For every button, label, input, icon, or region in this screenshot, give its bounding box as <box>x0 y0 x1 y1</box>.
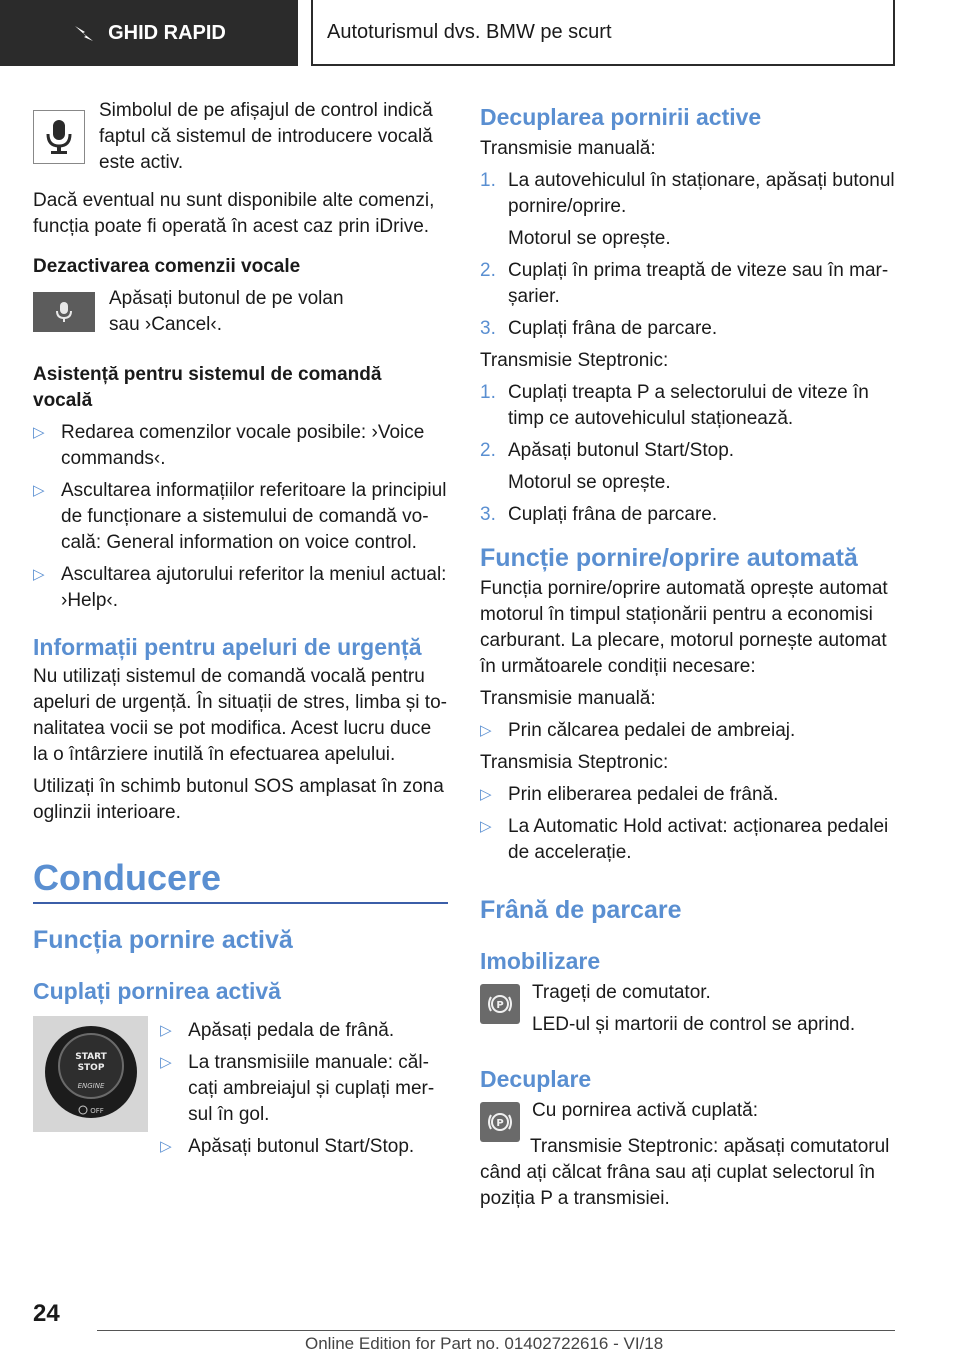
engage-heading: Cuplați pornirea activă <box>33 978 281 1004</box>
voice-symbol-text: Simbolul de pe afișajul de control indică faptul că sistemul de introducere vocală este activ. <box>99 100 433 173</box>
footer-rule <box>97 1330 895 1331</box>
triangle-bullet-icon: ▷ <box>160 1054 172 1071</box>
manual-label: Transmisie manuală: <box>480 138 656 159</box>
triangle-bullet-icon: ▷ <box>160 1138 172 1155</box>
list-item: 3. Cuplați frâna de parcare. <box>480 318 718 339</box>
list-item: ▷ Prin călcarea pedalei de ambreiaj. <box>480 718 895 744</box>
engine-stops-text-2: Motorul se oprește. <box>508 472 671 493</box>
triangle-bullet-icon: ▷ <box>160 1022 172 1039</box>
engine-label: ENGINE <box>77 1082 104 1090</box>
lightning-icon <box>72 23 96 43</box>
svg-text:P: P <box>496 1000 504 1011</box>
parking-brake-icon <box>485 1107 515 1137</box>
auto-manual-label: Transmisie manuală: <box>480 688 656 709</box>
right-column <box>480 102 895 1212</box>
quick-guide-tab <box>0 0 298 66</box>
immobilize-text <box>532 980 855 1038</box>
emergency-text-1: Nu utilizați sistemul de comandă vocală pentru apeluri de urgență. În situații de stres, limba și tonalitatea vocii se pot modifica. Acest lucru duce la o întârziere inutilă în efectuarea apelului. <box>33 666 447 765</box>
auto-steptronic-list <box>480 782 895 866</box>
steptronic-steps <box>480 380 895 464</box>
list-item: ▷ Apăsați butonul Start/Stop. <box>160 1134 448 1160</box>
list-item: ▷ Ascultarea informațiilor referitoare la principiul de funcționare a sistemului de comandă vocală: General information on voice control. <box>33 480 447 553</box>
engage-block <box>33 1016 448 1160</box>
release-text-first <box>532 1098 758 1124</box>
microphone-icon <box>42 117 76 157</box>
steptronic-label: Transmisie Steptronic: <box>480 350 669 371</box>
auto-start-stop-text: Funcția pornire/oprire automată oprește automat motorul în timpul staționării pentru a economisi carburant. La plecare, motorul pornește automat în următoarele condiții necesare: <box>480 578 888 677</box>
deactivate-block <box>33 286 448 338</box>
parking-brake-switch-image <box>480 1102 520 1142</box>
assist-heading: Asistență pentru sistemul de comandă vocală <box>33 364 382 411</box>
assist-list <box>33 420 448 614</box>
immobilize-line-2: LED-ul și martorii de control se aprind. <box>532 1014 856 1035</box>
voice-button-icon <box>53 300 75 324</box>
list-item: ▷ La transmisiile manuale: călcați ambreiajul și cuplați mersul în gol. <box>160 1052 435 1125</box>
page-header <box>0 0 960 66</box>
release-line-2: Transmisie Steptronic: apăsați comutatorul când ați călcat frâna sau ați cuplat selectorul în poziția P a transmisiei. <box>480 1136 890 1209</box>
steptronic-steps-cont <box>480 502 895 528</box>
list-item: 2. Apăsați butonul Start/Stop. <box>480 440 735 461</box>
svg-text:P: P <box>496 1118 504 1129</box>
engine-stops-text-1: Motorul se oprește. <box>508 228 671 249</box>
stop-label: STOP <box>77 1063 104 1073</box>
parking-brake-heading: Frână de parcare <box>480 896 682 924</box>
chapter-title: Autoturismul dvs. BMW pe scurt <box>327 20 612 43</box>
parking-brake-icon <box>485 989 515 1019</box>
parking-brake-switch-image <box>480 984 520 1024</box>
quick-guide-label: GHID RAPID <box>108 21 226 44</box>
auto-steptronic-label: Transmisia Steptronic: <box>480 752 669 773</box>
triangle-bullet-icon: ▷ <box>480 786 492 803</box>
list-item: ▷ Redarea comenzilor vocale posibile: ›Voice commands‹. <box>33 422 425 469</box>
disengage-heading: Decuplarea pornirii active <box>480 104 762 130</box>
driving-heading: Conducere <box>33 856 448 904</box>
triangle-bullet-icon: ▷ <box>480 722 492 739</box>
triangle-bullet-icon: ▷ <box>33 424 45 441</box>
emergency-text-2: Utilizați în schimb butonul SOS amplasat în zona oglinzii interioare. <box>33 776 444 823</box>
auto-manual-list <box>480 718 895 744</box>
engage-list <box>160 1012 448 1160</box>
triangle-bullet-icon: ▷ <box>480 818 492 835</box>
auto-start-stop-heading: Funcție pornire/oprire automată <box>480 544 858 572</box>
list-item: 2. Cuplați în prima treaptă de viteze sau în marșarier. <box>480 260 889 307</box>
list-item: ▷ Ascultarea ajutorului referitor la meniul actual: ›Help‹. <box>33 564 447 611</box>
deactivate-text: Apăsați butonul de pe volan sau ›Cancel‹. <box>109 288 344 335</box>
list-item: 3. Cuplați frâna de parcare. <box>480 504 718 525</box>
release-line-1: Cu pornirea activă cuplată: <box>532 1100 759 1121</box>
manual-steps <box>480 168 895 220</box>
edition-text: Online Edition for Part no. 01402722616 - VI/18 <box>305 1334 664 1353</box>
no-commands-text: Dacă eventual nu sunt disponibile alte comenzi, funcția poate fi operată în acest caz prin iDrive. <box>33 190 435 237</box>
off-label: OFF <box>89 1107 104 1115</box>
list-item: ▷ Prin eliberarea pedalei de frână. <box>480 782 895 808</box>
manual-steps-cont <box>480 258 895 342</box>
deactivate-heading: Dezactivarea comenzii vocale <box>33 256 301 277</box>
list-item: ▷ La Automatic Hold activat: acționarea pedalei de accelerație. <box>480 816 889 863</box>
immobilize-block <box>480 984 895 1038</box>
page-number: 24 <box>33 1300 60 1327</box>
start-stop-button-image <box>33 1016 148 1132</box>
left-column <box>33 98 448 1160</box>
steering-voice-button-frame <box>33 292 95 332</box>
start-label: START <box>74 1052 107 1062</box>
list-item: 1. La autovehiculul în staționare, apăsați butonul pornire/oprire. <box>480 170 895 217</box>
voice-symbol-icon-frame <box>33 110 85 164</box>
start-stop-button-icon <box>41 1022 141 1126</box>
immobilize-line-1: Trageți de comutator. <box>532 982 711 1003</box>
immobilize-heading: Imobilizare <box>480 948 601 974</box>
triangle-bullet-icon: ▷ <box>33 566 45 583</box>
chapter-title-tab <box>311 0 895 66</box>
active-start-heading: Funcția pornire activă <box>33 926 293 954</box>
release-heading: Decuplare <box>480 1066 592 1092</box>
voice-symbol-block <box>33 98 448 176</box>
emergency-heading: Informații pentru apeluri de urgență <box>33 634 422 660</box>
list-item: ▷ Apăsați pedala de frână. <box>160 1018 448 1044</box>
list-item: 1. Cuplați treapta P a selectorului de viteze în timp ce autovehiculul staționează. <box>480 382 869 429</box>
triangle-bullet-icon: ▷ <box>33 482 45 499</box>
